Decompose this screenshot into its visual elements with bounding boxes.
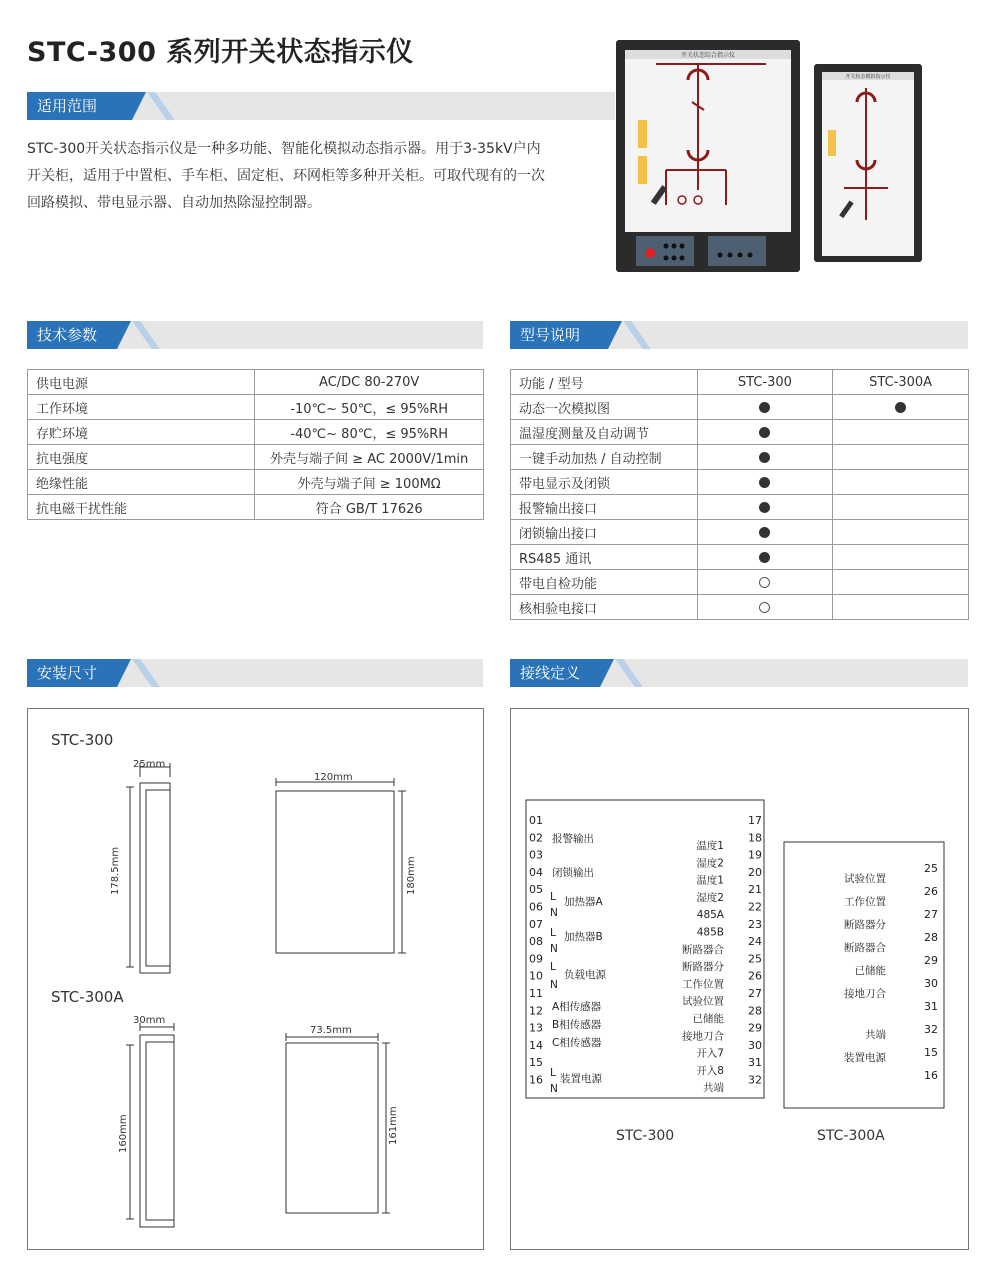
- terminal-label: 断路器合: [682, 943, 724, 956]
- terminal-number: 10: [529, 969, 543, 983]
- terminal-label: 装置电源: [844, 1052, 886, 1064]
- install-drawing: [100, 755, 430, 1235]
- model-feature-name: 带电显示及闭锁: [511, 470, 698, 495]
- model-stc300a-cell: [833, 445, 969, 470]
- filled-dot-icon: [759, 502, 770, 513]
- terminal-number: 28: [748, 1004, 762, 1018]
- terminal-label: 485B: [696, 926, 724, 939]
- wire-label-heaterB: 加热器B: [564, 931, 603, 943]
- wire-label-L4: L: [550, 1067, 556, 1079]
- model-table: [510, 369, 969, 620]
- tech-param-value: -10℃~ 50℃，≤ 95%RH: [255, 395, 484, 420]
- tech-row: [28, 395, 484, 420]
- install-model-2: STC-300A: [51, 988, 124, 1006]
- wire-label-L3: L: [550, 961, 556, 973]
- hollow-dot-icon: [759, 577, 770, 588]
- model-stc300-cell: [697, 395, 833, 420]
- model-stc300-cell: [697, 495, 833, 520]
- terminal-number: 32: [748, 1073, 762, 1087]
- tech-param-name: 抗电磁干扰性能: [28, 495, 255, 520]
- wire-label-lock: 闭锁输出: [552, 867, 594, 879]
- hollow-dot-icon: [759, 602, 770, 613]
- model-stc300a-cell: [833, 595, 969, 620]
- terminal-label: 已储能: [692, 1013, 724, 1025]
- model-stc300-cell: [697, 520, 833, 545]
- section-tech-header: [27, 321, 483, 349]
- terminal-number: 25: [748, 952, 762, 966]
- terminal-label: 接地刀合: [844, 988, 886, 1000]
- terminal-label: 试验位置: [844, 873, 886, 885]
- terminal-number: 08: [529, 935, 543, 949]
- tech-param-name: 抗电强度: [28, 445, 255, 470]
- filled-dot-icon: [759, 552, 770, 563]
- wire-label-N2: N: [550, 943, 558, 955]
- terminal-number: 23: [748, 917, 762, 931]
- dim-d2-width: 73.5mm: [310, 1025, 352, 1036]
- filled-dot-icon: [759, 527, 770, 538]
- wire-label-L2: L: [550, 927, 556, 939]
- tech-param-name: 存贮环境: [28, 420, 255, 445]
- wire-label-N4: N: [550, 1083, 558, 1095]
- terminal-label: 断路器分: [844, 919, 886, 931]
- terminal-number: 26: [748, 969, 762, 983]
- terminal-number: 12: [529, 1004, 543, 1018]
- model-stc300-cell: [697, 570, 833, 595]
- tech-param-name: 供电电源: [28, 370, 255, 395]
- wiring-diagram: [520, 790, 960, 1160]
- terminal-number: 16: [924, 1069, 938, 1082]
- model-row: [511, 495, 969, 520]
- wire-label-heaterA: 加热器A: [564, 896, 603, 908]
- terminal-number: 05: [529, 883, 543, 897]
- terminal-number: 25: [924, 862, 938, 875]
- tech-param-name: 绝缘性能: [28, 470, 255, 495]
- model-stc300-cell: [697, 420, 833, 445]
- terminal-number: 29: [924, 954, 938, 967]
- terminal-number: 09: [529, 952, 543, 966]
- terminal-number: 30: [748, 1038, 762, 1052]
- terminal-label: 试验位置: [682, 995, 724, 1008]
- model-stc300a-cell: [833, 545, 969, 570]
- model-stc300-cell: [697, 545, 833, 570]
- terminal-label: 温度1: [696, 874, 724, 887]
- model-header-stc300a: STC-300A: [833, 370, 969, 395]
- terminal-label: 已储能: [854, 965, 886, 977]
- terminal-label: 开入7: [696, 1047, 724, 1060]
- wire-label-L1: L: [550, 891, 556, 903]
- model-stc300a-cell: [833, 420, 969, 445]
- model-row: [511, 570, 969, 595]
- device-small-label: 开关状态模拟指示仪: [845, 74, 891, 80]
- model-feature-name: 核相验电接口: [511, 595, 698, 620]
- terminal-label: 温度1: [696, 840, 724, 852]
- tech-param-value: 外壳与端子间 ≥ AC 2000V/1min: [255, 445, 484, 470]
- tech-params-table: [27, 369, 484, 520]
- filled-dot-icon: [759, 427, 770, 438]
- product-photo: [616, 40, 976, 280]
- tech-param-value: 外壳与端子间 ≥ 100MΩ: [255, 470, 484, 495]
- section-tech-title: 技术参数: [27, 321, 117, 349]
- model-feature-name: RS485 通讯: [511, 545, 698, 570]
- terminal-number: 18: [748, 831, 762, 845]
- section-install-title: 安装尺寸: [27, 659, 117, 687]
- terminal-number: 24: [748, 935, 762, 949]
- tech-row: [28, 495, 484, 520]
- intro-paragraph: STC-300开关状态指示仪是一种多功能、智能化模拟动态指示器。用于3-35kV户内开关柜，适用于中置柜、手车柜、固定柜、环网柜等多种开关柜。可取代现有的一次回路模拟、带电显示器、自动加热除湿控制器。: [27, 141, 545, 211]
- model-row: [511, 395, 969, 420]
- filled-dot-icon: [759, 402, 770, 413]
- section-scope-header: [27, 92, 615, 120]
- model-header-stc300: STC-300: [697, 370, 833, 395]
- dim-d1-depth: 25mm: [133, 759, 166, 770]
- terminal-number: 27: [924, 908, 938, 921]
- wiring-caption-1: STC-300: [616, 1128, 675, 1144]
- terminal-number: 19: [748, 848, 762, 862]
- filled-dot-icon: [759, 477, 770, 488]
- tech-param-value: -40℃~ 80℃，≤ 95%RH: [255, 420, 484, 445]
- model-stc300-cell: [697, 595, 833, 620]
- dim-d2-height: 160mm: [118, 1114, 129, 1153]
- terminal-label: 断路器合: [844, 942, 886, 954]
- terminal-number: 01: [529, 814, 543, 827]
- terminal-number: 30: [924, 977, 938, 990]
- dim-d1-width: 120mm: [314, 772, 353, 783]
- wire-label-phaseB: B相传感器: [552, 1019, 602, 1031]
- model-feature-name: 报警输出接口: [511, 495, 698, 520]
- terminal-label: 湿度2: [696, 857, 724, 870]
- terminal-number: 14: [529, 1038, 543, 1052]
- terminal-label: 湿度2: [696, 891, 724, 904]
- terminal-number: 26: [924, 885, 938, 898]
- section-scope-title: 适用范围: [27, 92, 132, 120]
- model-stc300a-cell: [833, 470, 969, 495]
- terminal-label: 工作位置: [844, 896, 886, 908]
- model-feature-name: 带电自检功能: [511, 570, 698, 595]
- terminal-number: 13: [529, 1021, 543, 1035]
- section-model-header: [510, 321, 968, 349]
- tech-row: [28, 370, 484, 395]
- model-row: [511, 470, 969, 495]
- terminal-label: 485A: [696, 909, 724, 922]
- terminal-number: 16: [529, 1073, 543, 1087]
- filled-dot-icon: [895, 402, 906, 413]
- terminal-number: 04: [529, 865, 543, 879]
- model-feature-name: 温湿度测量及自动调节: [511, 420, 698, 445]
- dim-d1-cut-height: 180mm: [406, 856, 417, 895]
- terminal-number: 17: [748, 814, 762, 827]
- terminal-label: 工作位置: [682, 978, 724, 991]
- model-row: [511, 420, 969, 445]
- terminal-number: 28: [924, 931, 938, 944]
- model-stc300-cell: [697, 470, 833, 495]
- dim-d2-cut-height: 161mm: [388, 1106, 399, 1145]
- terminal-label: 断路器分: [682, 961, 724, 974]
- model-row: [511, 595, 969, 620]
- terminal-number: 21: [748, 883, 762, 897]
- model-header-feature: 功能 / 型号: [511, 370, 698, 395]
- terminal-number: 06: [529, 900, 543, 914]
- model-stc300a-cell: [833, 395, 969, 420]
- wire-label-power: 装置电源: [560, 1073, 602, 1085]
- wire-label-alarm: 报警输出: [552, 833, 594, 845]
- wire-label-phaseC: C相传感器: [552, 1037, 602, 1049]
- model-stc300a-cell: [833, 495, 969, 520]
- model-stc300-cell: [697, 445, 833, 470]
- terminal-number: 03: [529, 848, 543, 862]
- wiring-caption-2: STC-300A: [817, 1128, 885, 1144]
- terminal-number: 32: [924, 1023, 938, 1036]
- device-large-label: 开关状态综合指示仪: [680, 52, 736, 59]
- wire-label-phaseA: A相传感器: [552, 1001, 602, 1013]
- model-stc300a-cell: [833, 570, 969, 595]
- tech-param-value: 符合 GB/T 17626: [255, 495, 484, 520]
- wire-label-load: 负载电源: [564, 969, 606, 981]
- model-row: [511, 445, 969, 470]
- terminal-number: 29: [748, 1021, 762, 1035]
- wire-label-N3: N: [550, 979, 558, 991]
- tech-row: [28, 445, 484, 470]
- model-feature-name: 动态一次模拟图: [511, 395, 698, 420]
- terminal-label: 接地刀合: [682, 1030, 724, 1043]
- terminal-label: 开入8: [696, 1064, 724, 1077]
- dim-d1-height: 178.5mm: [110, 846, 121, 895]
- page-title: STC-300 系列开关状态指示仪: [27, 37, 414, 68]
- terminal-number: 27: [748, 987, 762, 1000]
- terminal-number: 11: [529, 987, 543, 1000]
- tech-param-value: AC/DC 80-270V: [255, 370, 484, 395]
- terminal-label: 共端: [703, 1082, 724, 1095]
- model-feature-name: 一键手动加热 / 自动控制: [511, 445, 698, 470]
- terminal-number: 15: [529, 1056, 543, 1070]
- filled-dot-icon: [759, 452, 770, 463]
- section-wiring-header: [510, 659, 968, 687]
- terminal-number: 31: [924, 1000, 938, 1013]
- tech-row: [28, 470, 484, 495]
- terminal-number: 20: [748, 865, 762, 879]
- terminal-number: 22: [748, 900, 762, 914]
- terminal-number: 15: [924, 1046, 938, 1059]
- model-stc300a-cell: [833, 520, 969, 545]
- model-feature-name: 闭锁输出接口: [511, 520, 698, 545]
- section-install-header: [27, 659, 483, 687]
- model-row: [511, 545, 969, 570]
- terminal-number: 31: [748, 1056, 762, 1070]
- section-model-title: 型号说明: [510, 321, 608, 349]
- tech-param-name: 工作环境: [28, 395, 255, 420]
- model-row: [511, 520, 969, 545]
- tech-row: [28, 420, 484, 445]
- terminal-number: 02: [529, 831, 543, 845]
- dim-d2-depth: 30mm: [133, 1015, 166, 1026]
- terminal-label: 共端: [865, 1029, 886, 1041]
- terminal-number: 07: [529, 917, 543, 931]
- section-wiring-title: 接线定义: [510, 659, 600, 687]
- wire-label-N1: N: [550, 907, 558, 919]
- install-model-1: STC-300: [51, 731, 114, 749]
